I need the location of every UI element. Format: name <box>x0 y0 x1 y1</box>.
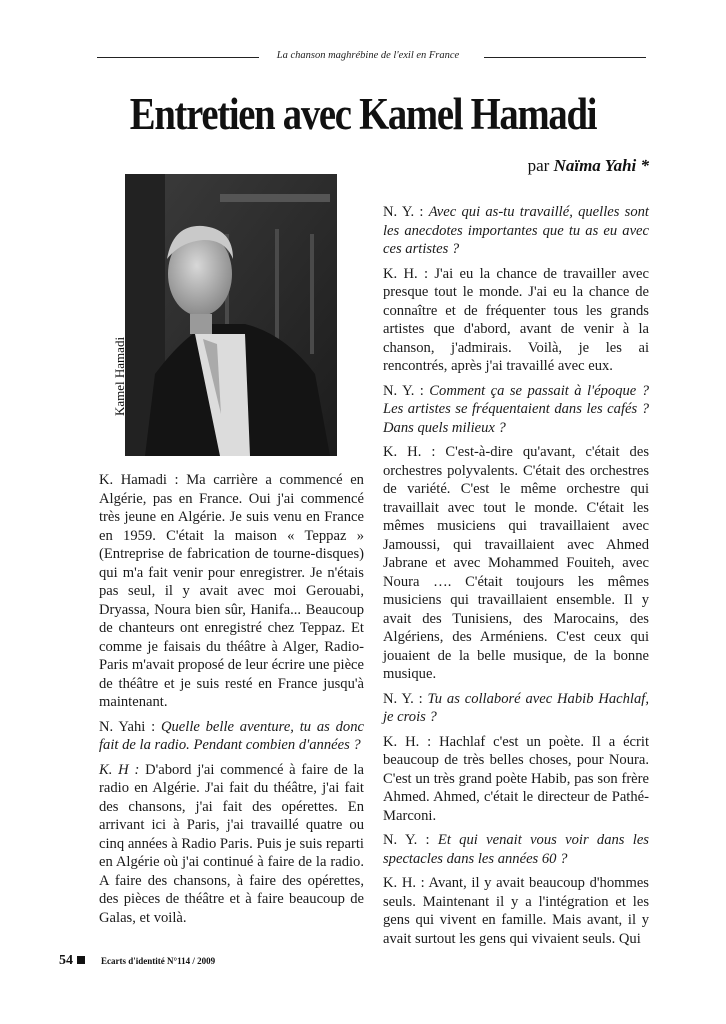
right-paragraph-3: N. Y. : Comment ça se passait à l'époque ? Les artistes se fréquentaient dans les cafés ? Dans quels milieux ? <box>383 382 649 436</box>
header-rule-left <box>97 57 259 58</box>
left-paragraph-2: N. Yahi : Quelle belle aventure, tu as donc fait de la radio. Pendant combien d'années ? <box>99 718 364 753</box>
right-paragraph-1: N. Y. : Avec qui as-tu travaillé, quelles sont les anecdotes importantes que tu as eu avec ces artistes ? <box>383 204 649 257</box>
right-column <box>383 203 649 954</box>
portrait-image <box>125 174 337 456</box>
portrait-photo <box>125 174 337 456</box>
right-paragraph-5: N. Y. : Tu as collaboré avec Habib Hachlaf, je crois ? <box>383 690 649 725</box>
page-number: 54 <box>59 953 73 968</box>
page-footer <box>59 953 215 969</box>
byline-prefix: par <box>527 156 550 175</box>
left-paragraph-3: K. H : D'abord j'ai commencé à faire de la radio en Algérie. J'ai fait du théâtre, j'ai fait des chansons, j'ai fait des opérettes. En arrivant ici à Paris, j'ai travaillé quatre ou cinq années à Radio Paris. Puis je suis reparti en Algérie où j'ai continué à faire de la radio. A faire des chansons, à faire des opérettes, des pièces de théâtre et à faire beaucoup de Galas, et voilà. <box>99 761 364 926</box>
right-paragraph-7: N. Y. : Et qui venait vous voir dans les spectacles dans les années 60 ? <box>383 832 649 867</box>
right-paragraph-6: K. H. : Hachlaf c'est un poète. Il a écrit beaucoup de très belles choses, pour Noura. C'est un très grand poète Habib, pas son frère Ahmed. Ahmed, c'était le directeur de Pathé-Marconi. <box>383 733 649 824</box>
journal-name: Ecarts d'identité N°114 / 2009 <box>101 955 216 966</box>
byline-author: Naïma Yahi * <box>553 156 649 175</box>
article-title: Entretien avec Kamel Hamadi <box>129 89 597 139</box>
right-paragraph-2: K. H. : J'ai eu la chance de travailler avec presque tout le monde. J'ai eu la chance de connaître et de fréquenter tous les grands artistes que d'abord, avant de venir à la chanson, j'admirais. Voilà, je les ai rencontrés, après j'ai travaillé avec eux. <box>383 265 649 374</box>
running-head: La chanson maghrébine de l'exil en France <box>276 50 460 61</box>
footer-square-icon <box>77 956 85 964</box>
photo-caption: Kamel Hamadi <box>112 336 127 416</box>
right-paragraph-8: K. H. : Avant, il y avait beaucoup d'hommes seuls. Maintenant il y a l'intégration et les gens qui vivent en famille. Mais avant, il y avait surtout les gens qui vivaient seuls. Qui <box>383 875 649 947</box>
left-paragraph-1: K. Hamadi : Ma carrière a commencé en Algérie, pas en France. Oui j'ai commencé très jeune en Algérie. Je suis venu en France en 1959. C'était la maison « Teppaz » (Entreprise de fabrication de tourne-disques) qui m'a fait venir pour enregistrer. Je n'étais pas seul, il y avait avec moi Gerouabi, Dryassa, Noura bien sûr, Hanifa... Beaucoup de chanteurs ont enregistré chez Teppaz. Et comme je faisais du théâtre à Alger, Radio-Paris m'avait proposé de leur écrire une pièce de théâtre et je suis resté en France jusqu'à maintenant. <box>99 472 364 710</box>
right-paragraph-4: K. H. : C'est-à-dire qu'avant, c'était des orchestres polyvalents. C'était des orchestres de variété. C'est le même orchestre qui travaillait avec tout le monde. C'était les mêmes musiciens qui travaillaient avec Jamoussi, qui travaillaient avec Ahmed Jabrane et avec Mohammed Fouiteh, avec Noura …. C'était toujours les mêmes musiciens qui travaillaient ensemble. Il y avait des Tunisiens, des Marocains, des Algériens, des Arméniens. C'est ceux qui jouaient de la belle musique, de la bonne musique. <box>383 444 650 682</box>
byline <box>528 156 649 176</box>
header-rule-right <box>484 57 646 58</box>
left-column <box>99 471 364 933</box>
